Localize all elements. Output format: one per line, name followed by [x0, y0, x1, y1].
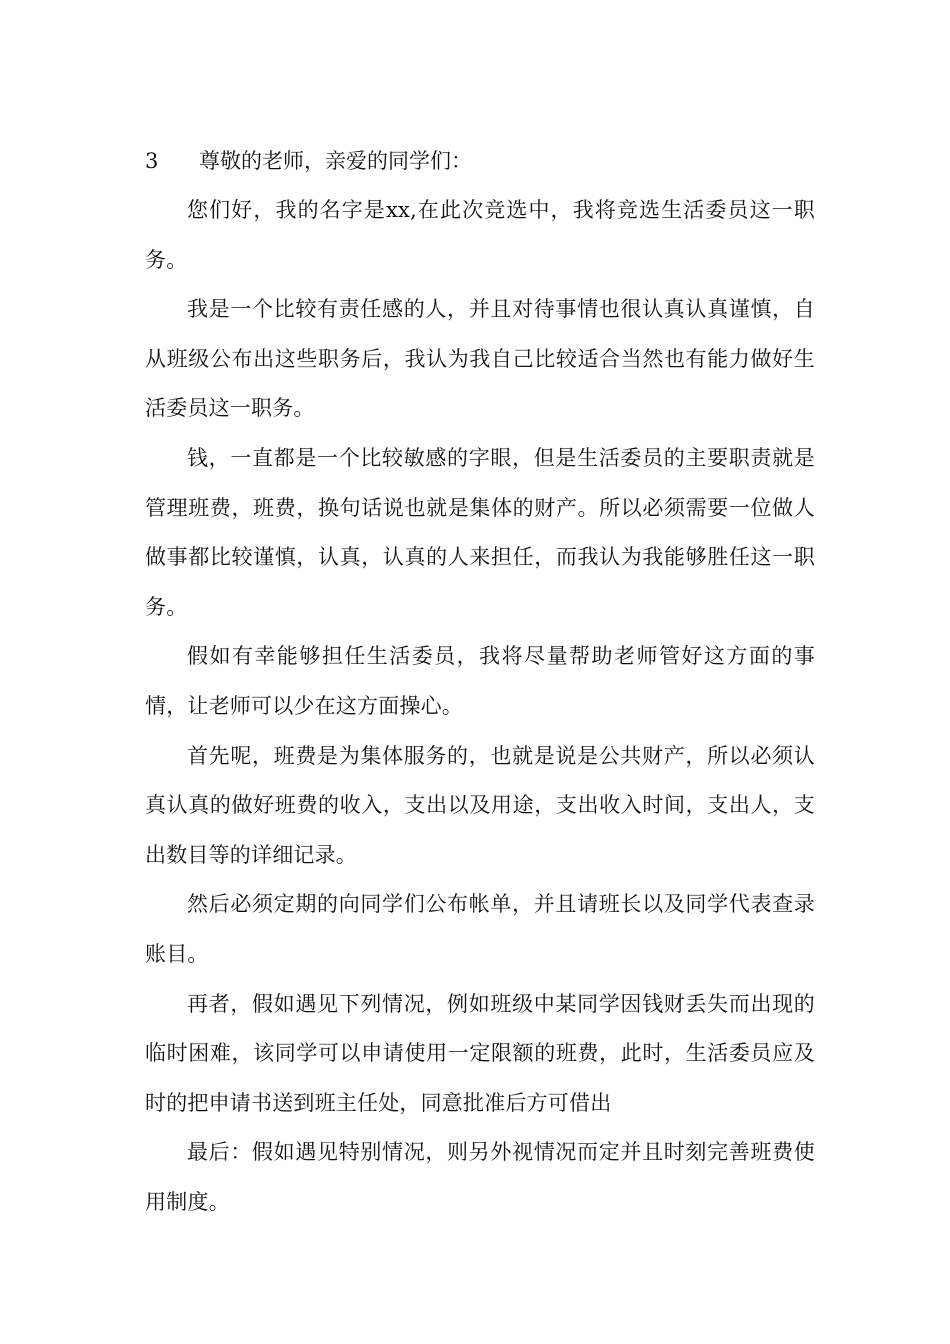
paragraph-final-point: 最后：假如遇见特别情况，则另外视情况而定并且时刻完善班费使用制度。 — [145, 1140, 815, 1214]
paragraph-second-point: 然后必须定期的向同学们公布帐单，并且请班长以及同学代表查录账目。 — [145, 892, 815, 966]
salutation-line — [145, 136, 815, 186]
paragraph-promise: 假如有幸能够担任生活委员，我将尽量帮助老师管好这方面的事情，让老师可以少在这方面操心。 — [145, 644, 815, 718]
paragraph-third-point: 再者，假如遇见下列情况，例如班级中某同学因钱财丢失而出现的临时困难，该同学可以申请使用一定限额的班费，此时，生活委员应及时的把申请书送到班主任处，同意批准后方可借出 — [145, 991, 815, 1115]
document-body — [145, 136, 815, 1227]
paragraph-self-introduction: 我是一个比较有责任感的人，并且对待事情也很认真认真谨慎，自从班级公布出这些职务后，我认为我自己比较适合当然也有能力做好生活委员这一职务。 — [145, 297, 815, 421]
paragraph-first-point: 首先呢，班费是为集体服务的，也就是说是公共财产，所以必须认真认真的做好班费的收入，支出以及用途，支出收入时间，支出人，支出数目等的详细记录。 — [145, 743, 815, 867]
page-number: 3 — [145, 149, 159, 173]
salutation: 尊敬的老师，亲爱的同学们： — [199, 149, 472, 173]
paragraph-greeting: 您们好，我的名字是xx,在此次竞选中，我将竞选生活委员这一职务。 — [145, 198, 815, 272]
paragraph-money-responsibility: 钱，一直都是一个比较敏感的字眼，但是生活委员的主要职责就是管理班费，班费，换句话说也就是集体的财产。所以必须需要一位做人做事都比较谨慎，认真，认真的人来担任，而我认为我能够胜任这一职务。 — [145, 445, 815, 619]
